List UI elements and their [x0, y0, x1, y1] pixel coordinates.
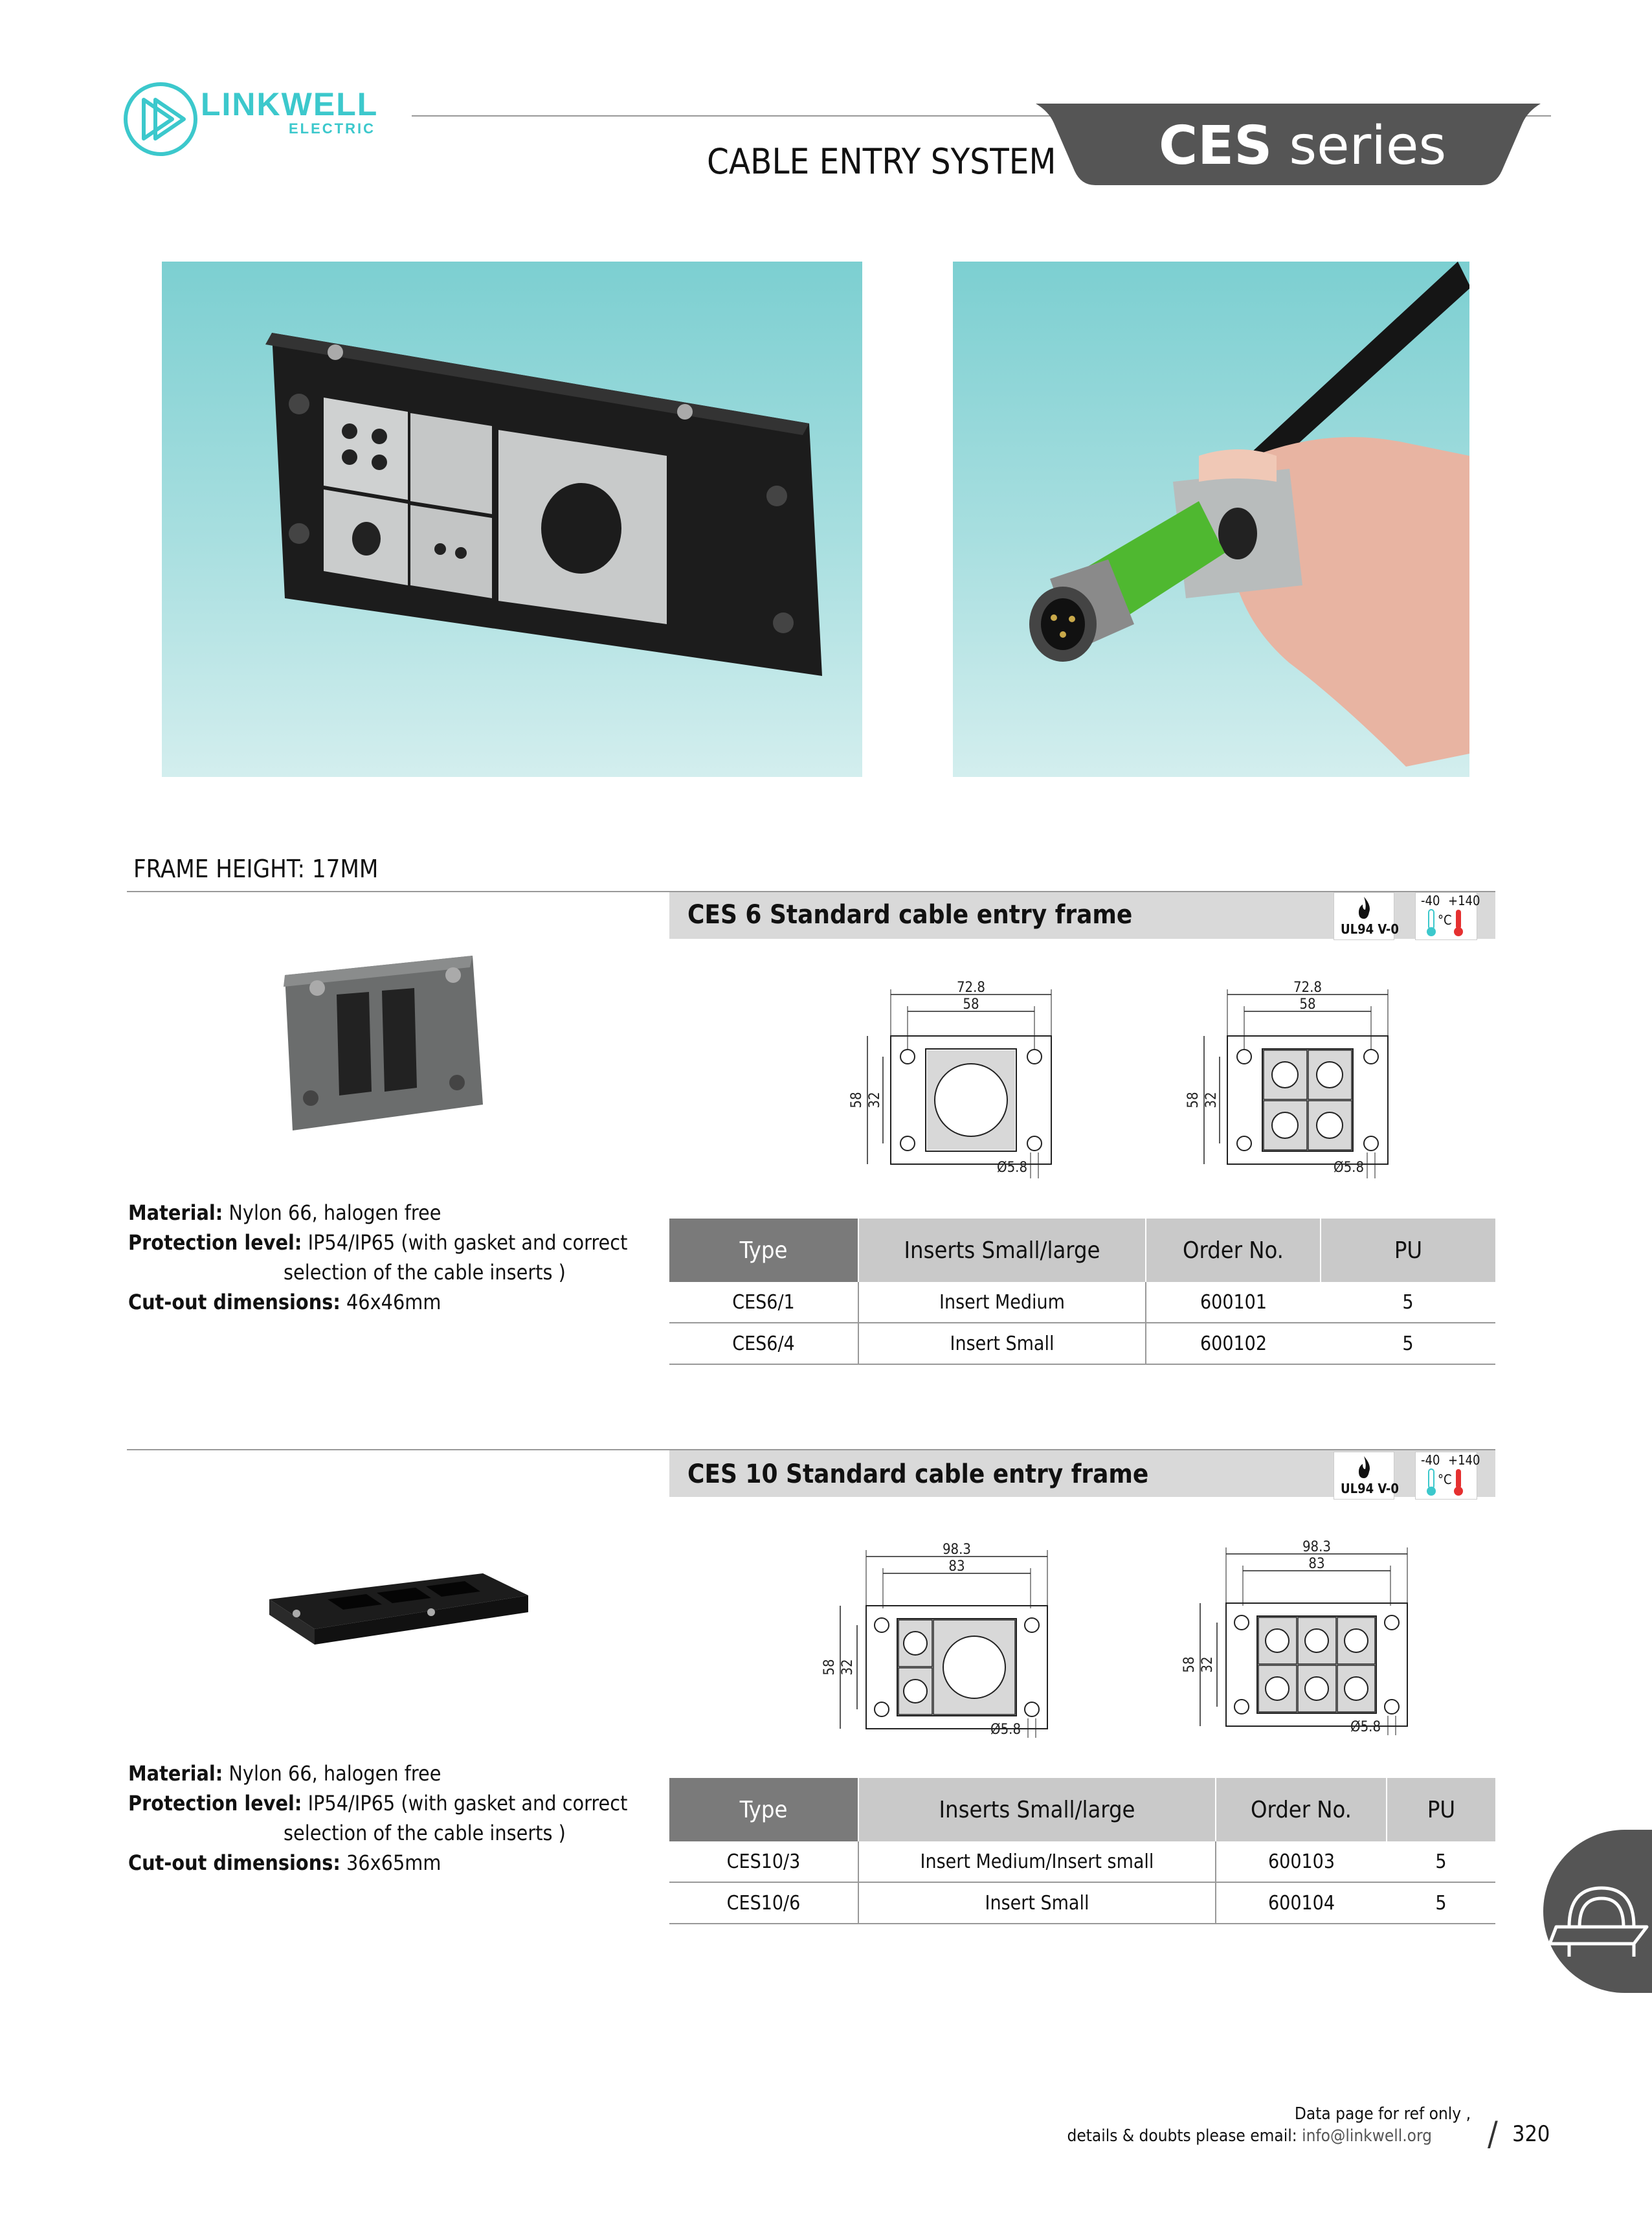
dim-outer-width: 98.3: [1302, 1539, 1332, 1555]
series-title: CES series: [1159, 115, 1447, 177]
category-side-tab: [1543, 1830, 1652, 1993]
ul94-badge: UL94 V-0: [1334, 892, 1394, 940]
dim-hole: Ø5.8: [1334, 1160, 1365, 1176]
email-link[interactable]: info@linkwell.org: [1302, 2126, 1432, 2146]
dim-outer-width: 98.3: [942, 1542, 972, 1558]
table-header-row: Type Inserts Small/large Order No. PU: [669, 1778, 1495, 1841]
product-photo-insert: [953, 262, 1469, 777]
ces6-specs: Material: Nylon 66, halogen free Protection level: IP54/IP65 (with gasket and correct selection of the cable inserts ) Cut-out dimensions: 46x46mm: [128, 1200, 628, 1314]
ces10-3-drawing: [817, 1544, 1063, 1738]
ces6-order-table: [669, 1219, 1495, 1365]
ces6-4-drawing: [1185, 980, 1405, 1178]
temp-high: +140: [1448, 1452, 1480, 1468]
dim-hole: Ø5.8: [1350, 1719, 1381, 1735]
dim-inner-height: 32: [867, 1092, 883, 1108]
dim-hole: Ø5.8: [990, 1722, 1021, 1738]
dim-height: 58: [821, 1659, 838, 1676]
table-row: CES6/4 Insert Small 600102 5: [669, 1323, 1495, 1364]
flame-icon: [1334, 1452, 1394, 1482]
dim-inner-width: 58: [963, 996, 979, 1013]
ces10-specs: Material: Nylon 66, halogen free Protection level: IP54/IP65 (with gasket and correct selection of the cable inserts ) Cut-out dimensions: 36x65mm: [128, 1761, 628, 1875]
brand-name: LINKWELL: [201, 86, 379, 122]
page-separator: /: [1488, 2115, 1498, 2153]
section-title: CES 6 Standard cable entry frame: [687, 900, 1133, 930]
section-title: CES 10 Standard cable entry frame: [687, 1459, 1149, 1489]
frame-height-label: FRAME HEIGHT: 17MM: [133, 855, 379, 883]
temp-unit: °C: [1438, 912, 1452, 928]
dim-inner-width: 83: [948, 1558, 965, 1575]
dim-hole: Ø5.8: [997, 1160, 1028, 1176]
ces6-product-image: [278, 949, 489, 1134]
ces10-6-drawing: [1177, 1541, 1423, 1735]
product-photo-frame: [162, 262, 862, 777]
footer-note: Data page for ref only ,: [1294, 2104, 1471, 2124]
page-number: 320: [1512, 2121, 1550, 2147]
dim-outer-width: 72.8: [956, 980, 986, 996]
cable-entry-frame-illustration: [162, 262, 862, 777]
ul94-badge: UL94 V-0: [1334, 1452, 1394, 1500]
dim-inner-height: 32: [1200, 1656, 1216, 1673]
flame-icon: [1334, 893, 1394, 923]
temp-low: -40: [1421, 1452, 1440, 1468]
temp-low: -40: [1421, 893, 1440, 908]
dim-inner-width: 83: [1308, 1556, 1325, 1572]
ces6-1-drawing: [849, 980, 1068, 1178]
dim-inner-height: 32: [840, 1659, 856, 1676]
table-header-row: Type Inserts Small/large Order No. PU: [669, 1219, 1495, 1282]
temp-high: +140: [1448, 893, 1480, 908]
dim-inner-height: 32: [1203, 1092, 1220, 1108]
footer-contact: details & doubts please email: info@linkwell.org: [1067, 2126, 1432, 2146]
table-row: CES10/6 Insert Small 600104 5: [669, 1882, 1495, 1924]
dim-height: 58: [1185, 1092, 1201, 1108]
dim-height: 58: [1181, 1656, 1198, 1673]
table-row: CES10/3 Insert Medium/Insert small 600103 5: [669, 1841, 1495, 1882]
insert-in-hand-illustration: [953, 262, 1469, 777]
ces10-order-table: [669, 1778, 1495, 1924]
dim-inner-width: 58: [1299, 996, 1316, 1013]
temperature-badge: [1415, 1452, 1480, 1500]
ces10-product-image: [263, 1567, 535, 1645]
dim-height: 58: [849, 1092, 865, 1108]
page-title: CABLE ENTRY SYSTEM: [707, 141, 1056, 182]
table-row: CES6/1 Insert Medium 600101 5: [669, 1282, 1495, 1323]
temp-unit: °C: [1438, 1472, 1452, 1487]
brand-sub: ELECTRIC: [289, 120, 375, 137]
cable-clamp-icon: [1543, 1830, 1652, 1993]
dim-outer-width: 72.8: [1293, 980, 1323, 996]
brand-logo-icon: [122, 80, 199, 158]
temperature-badge: [1415, 892, 1480, 940]
